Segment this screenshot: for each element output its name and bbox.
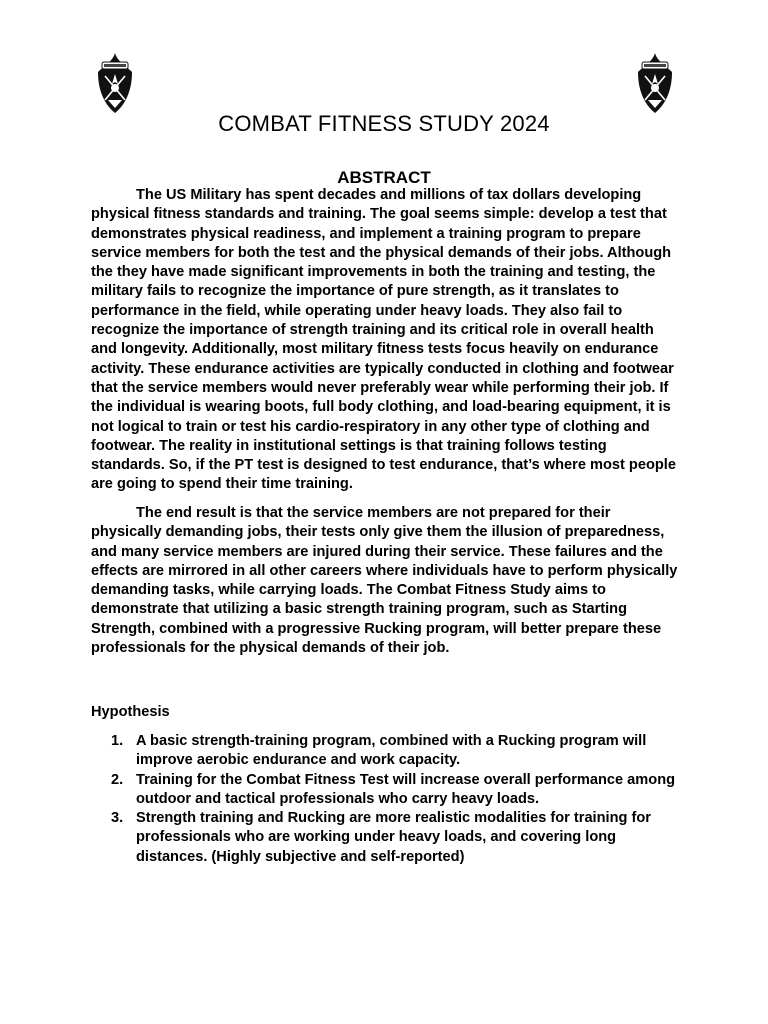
list-number: 2. [111,771,124,788]
list-number: 1. [111,733,124,749]
hypothesis-list [111,732,681,867]
document-title: COMBAT FITNESS STUDY 2024 [218,110,550,136]
abstract-heading: ABSTRACT [337,168,431,188]
hypothesis-text: Strength training and Rucking are more realistic modalities for training for professionals who are working under heavy loads, and covering long distances. (Highly subjective and self-reported) [136,810,651,865]
hypothesis-heading: Hypothesis [91,704,170,720]
abstract-paragraph-2 [91,504,681,658]
paragraph-text: The end result is that the service members are not prepared for their physically demanding jobs, their tests only give them the illusion of preparedness, and many service members are injured during their service. These failures and the effects are mirrored in all other careers where individuals have to perform physically demanding tasks, while carrying loads. The Combat Fitness Study aims to demonstrate that utilizing a basic strength training program, such as Starting Strength, combined with a progressive Rucking program, will better prepare these professionals for the physical demands of their job. [91,505,678,657]
arrowhead-insignia-icon [636,52,674,114]
hypothesis-text: Training for the Combat Fitness Test will increase overall performance among outdoor and tactical professionals who carry heavy loads. [136,771,676,807]
hypothesis-text: A basic strength-training program, combined with a Rucking program will improve aerobic endurance and work capacity. [136,733,647,769]
paragraph-text: The US Military has spent decades and millions of tax dollars developing physical fitness standards and training. The goal seems simple: develop a test that demonstrates physical readiness, and implement a training program to prepare service members for both the test and the physical demands of their jobs. Although the they have made significant improvements in both the training and testing, the military fails to recognize the importance of pure strength, as it translates to performance in the field, while operating under heavy loads. They also fail to recognize the importance of strength training and its critical role in overall health and longevity. Additionally, most military fitness tests focus heavily on endurance activity. These endurance activities are typically conducted in clothing and footwear that the service members would never preferably wear while performing their job. If the individual is wearing boots, full body clothing, and load-bearing equipment, it is not logical to train or test his cardio-respiratory in any other type of clothing and footwear. The reality in institutional settings is that training follows testing standards. So, if the PT test is designed to test endurance, that’s where most people are going to spend their time training. [91,187,676,493]
hypothesis-item [111,771,681,810]
hypothesis-item [111,732,681,771]
arrowhead-insignia-icon [96,52,134,114]
abstract-paragraph-1 [91,186,681,495]
hypothesis-item [111,809,681,867]
list-number: 3. [111,810,124,827]
